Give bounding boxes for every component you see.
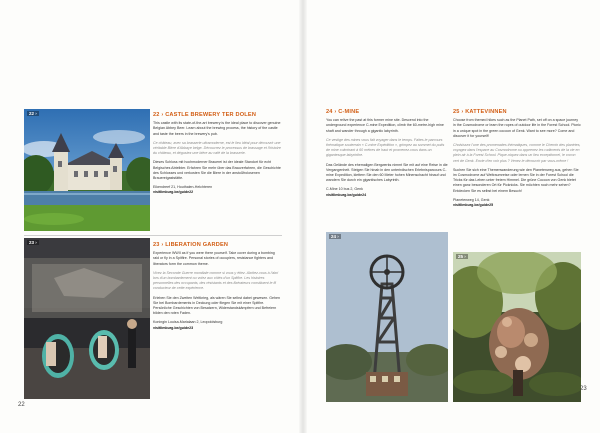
cmine-article xyxy=(326,110,448,198)
divider-left xyxy=(24,235,282,236)
castle-title: 22 › CASTLE BREWERY TER DOLEN xyxy=(153,112,257,118)
cmine-image xyxy=(326,232,448,402)
side-label xyxy=(1,30,11,150)
kattevinnen-photo xyxy=(453,252,581,402)
cmine-text-de: Das Gelände des ehemaligen Bergwerks nimmt Sie mit auf eine Reise in die Vergangenheit. Steigen Sie hinab in den unterirdischen Erlebnisparcours C-mine Expedition, klettern Sie den 60 Meter hohen Minenschacht hinauf und wandern Sie durch ein gigantisches Labyrinth. xyxy=(326,162,448,183)
castle-address: Eikendreef 21, Houthalen-Helchteren xyxy=(153,185,213,190)
photo-number-24: 24 › xyxy=(331,234,339,239)
castle-text-fr: Ce château, avec sa brasserie ultramoderne, est le lieu idéal pour découvrir une véritable Bière d'Abbaye belge. Découvrez le processus de brassage et l'histoire du château, et dégustez une bière au café de la brasserie. xyxy=(153,140,281,156)
cmine-address: C-Mine 10 bus 2, Genk xyxy=(326,187,363,192)
liberation-article xyxy=(153,243,281,331)
cmine-title: 24 › C-MINE xyxy=(326,109,360,115)
cmine-text-en: You can relive the past at this former mine site. Descend into the underground experience C-mine Expedition, climb the 60-metre-high mine shaft and wander through a gigantic labyrinth. xyxy=(326,118,444,133)
castle-text-en: This castle with its state-of-the-art brewery is the ideal place to discover genuine Belgian Abbey Beer. Learn about the brewing process, the history of the castle and taste the beers in the brewery's pub. xyxy=(153,121,281,136)
liberation-photo xyxy=(24,238,150,399)
cmine-link[interactable]: visitlimburg.be/guide24 xyxy=(326,192,367,197)
photo-number-23: 23 › xyxy=(29,240,37,245)
kattevinnen-text-de: Suchen Sie sich eine Themenwanderung wie den Planetenweg aus, gehen Sie im Cosmodrome auf Weltraumreise oder lernen Sie in der Forest School die Tricks für das Leben unter freiem Himmel. Die grüne Cocoon von Genk bietet einen ganz besonderen Ort für Picknicks. Sie möchten noch mehr sehen? Entdecken Sie es selbst bei einem Besuch! xyxy=(453,167,579,193)
liberation-text-en: Experience WWII as if you were there yourself. Take cover during a bombing raid or fly in a Spitfire. Personal stories of occupiers, resistance fighters and liberators form the common theme. xyxy=(153,251,275,266)
liberation-title: 23 › LIBERATION GARDEN xyxy=(153,242,229,248)
castle-text-de: Dieses Schloss mit hochmoderner Brauerei ist der ideale Standort für echt Belgisches Abteibier. Erfahren Sie mehr über das Brauverfahren, die Geschichte des Schlosses und verkosten Sie die Biere in der anstoßfrolosenen Brauereigaststätte. xyxy=(153,160,281,181)
kattevinnen-text-en: Choose from themed hikes such as the Planet Path, set off on a space journey in the Cosmodrome or learn the ropes of outdoor life in the Forest School. Picnic in a unique spot in the green cocoon of Genk. Want to see more? Come and discover it for yourself! xyxy=(453,118,581,138)
kattevinnen-title: 25 › KATTEVINNEN xyxy=(453,109,507,115)
photo-number-25: 25 › xyxy=(458,254,466,259)
liberation-image xyxy=(24,238,150,399)
kattevinnen-address: Planetenweg 14, Genk xyxy=(453,197,490,202)
castle-image xyxy=(24,109,150,231)
castle-photo xyxy=(24,109,150,231)
liberation-link[interactable]: visitlimburg.be/guide23 xyxy=(153,325,194,330)
liberation-text-de: Erleben Sie den Zweiten Weltkrieg, als wären Sie selbst dabei gewesen. Gehen Sie bei Bombardements in Deckung oder fliegen Sie mit einer Spitfire. Persönliche Geschichten von Besatzern, Widerstandskämpfern und Befreiern bilden den roten Faden. xyxy=(153,295,280,316)
photo-number-22: 22 › xyxy=(29,111,37,116)
kattevinnen-link[interactable]: visitlimburg.be/guide25 xyxy=(453,203,494,208)
page-number-left: 22 xyxy=(18,402,25,408)
cmine-text-fr: Ce vestige des mines vous fait voyager dans le temps. Faites le parcours thématique souterrain « C-mine Expédition », grimpez au sommet du puits de mine culminant à 60 mètres de haut et promenez-vous dans un gigantesque labyrinthe. xyxy=(326,137,445,158)
liberation-address: Koningin Louisa-Marialaan 2, Leopoldsburg xyxy=(153,320,223,325)
page-gutter xyxy=(299,0,307,433)
page-number-right: 23 xyxy=(580,386,587,392)
kattevinnen-image xyxy=(453,252,581,402)
castle-article xyxy=(153,113,281,196)
liberation-text-fr: Vivez la Seconde Guerre mondiale comme si vous y étiez. Abritez-vous à l'abri lors d'un bombardement ou volez aux côtés d'un Spitfire. Les histoires personnelles des occupants, des résistants et des libérateurs constituent le fil conducteur de cette expérience. xyxy=(153,270,279,291)
kattevinnen-article xyxy=(453,110,581,208)
castle-link[interactable]: visitlimburg.be/guide22 xyxy=(153,190,194,195)
kattevinnen-text-fr: Choisissez l'une des promenades thématiques, comme le Chemin des planètes, voyagez dans l'espace au Cosmodrome ou apprenez les rudiments de la vie en plein air à la Forest School. Pique-niquez dans un lieu exceptionnel, le cocon vert de Genk. Envie d'en voir plus ? Venez le découvrir par vous-même ! xyxy=(453,143,581,163)
cmine-photo xyxy=(326,232,448,402)
